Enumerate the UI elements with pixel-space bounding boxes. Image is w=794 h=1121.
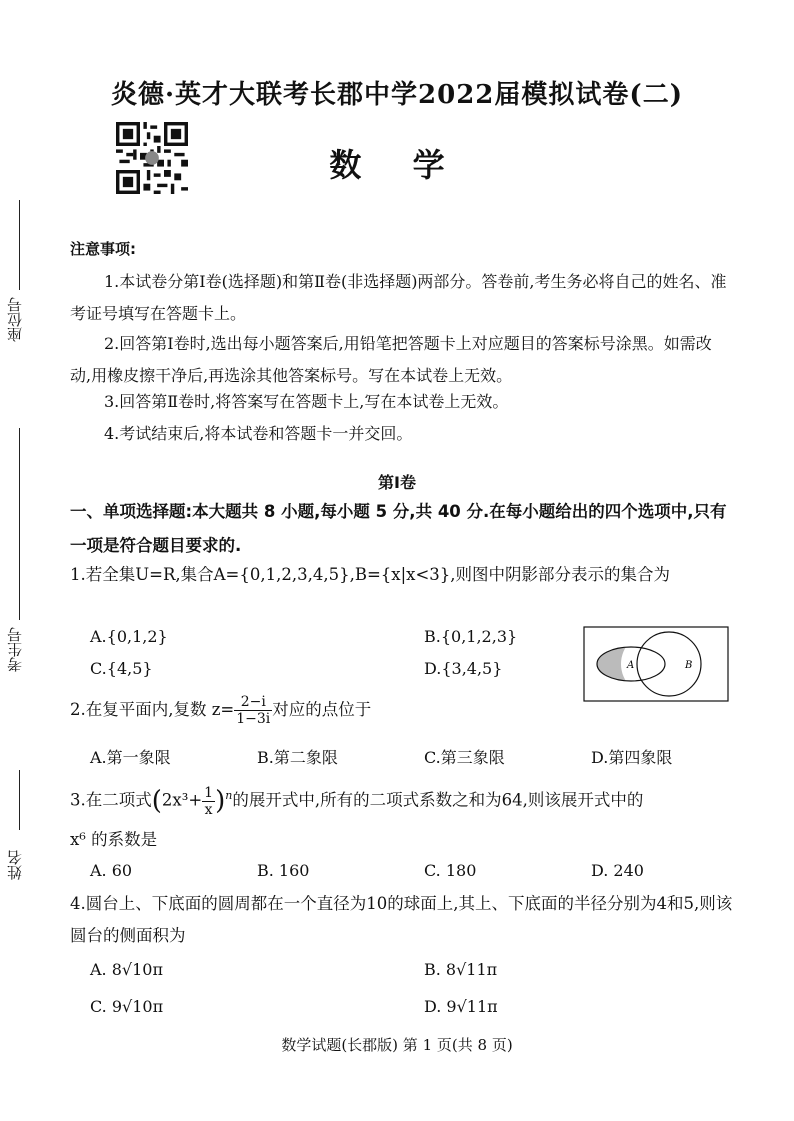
q3-option-d: D. 240 [591, 861, 644, 880]
q3-frac-num: 1 [204, 784, 214, 801]
note-item-1: 1.本试卷分第Ⅰ卷(选择题)和第Ⅱ卷(非选择题)两部分。答卷前,考生务必将自己的姓名、准考证号填写在答题卡上。 [70, 272, 727, 323]
venn-label-b: B [685, 660, 693, 671]
q3-option-c: C. 180 [424, 861, 477, 880]
q3-stem-before: 3.在二项式 [70, 790, 152, 810]
q3-option-b: B. 160 [257, 861, 310, 880]
q4-option-c: C. 9√10π [90, 997, 164, 1016]
student-number-line [19, 428, 20, 620]
question-3-line2: x⁶ 的系数是 [70, 830, 158, 849]
question-1-stem: 1.若全集U=R,集合A={0,1,2,3,4,5},B={x|x<3},则图中阴影部分表示的集合为 [70, 565, 671, 584]
student-number-label: 考生号 [6, 627, 24, 672]
qr-code-icon [116, 122, 188, 194]
part1-heading: 第Ⅰ卷 [378, 473, 416, 492]
q3-stem-after: 的展开式中,所有的二项式系数之和为64,则该展开式中的 [232, 790, 644, 810]
seat-number-line [19, 200, 20, 290]
question-2-stem [70, 694, 740, 727]
note-item-2: 2.回答第Ⅰ卷时,选出每小题答案后,用铅笔把答题卡上对应题目的答案标号涂黑。如需改动,用橡皮擦干净后,再选涂其他答案标号。写在本试卷上无效。 [70, 334, 712, 385]
venn-label-a: A [627, 660, 635, 671]
q2-fraction [234, 694, 272, 727]
venn-diagram [583, 626, 729, 702]
q2-frac-den: 1−3i [236, 711, 271, 727]
q4-option-a: A. 8√10π [90, 960, 163, 979]
name-line [19, 770, 20, 830]
q3-fraction [202, 785, 215, 818]
q2-frac-num: 2−i [234, 694, 272, 711]
q3-option-a: A. 60 [90, 861, 133, 880]
notes-heading: 注意事项: [70, 240, 136, 258]
q2-option-b: B.第二象限 [257, 748, 338, 767]
q1-option-d: D.{3,4,5} [424, 659, 503, 678]
section-instructions: 一、单项选择题:本大题共 8 小题,每小题 5 分,共 40 分.在每小题给出的四个选项中,只有一项是符合题目要求的. [70, 502, 727, 555]
q1-option-a: A.{0,1,2} [90, 627, 168, 646]
q1-option-b: B.{0,1,2,3} [424, 627, 518, 646]
q4-option-b: B. 8√11π [424, 960, 498, 979]
exam-title: 炎德·英才大联考长郡中学2022届模拟试卷(二) [110, 80, 684, 110]
q3-frac-den: x [204, 801, 213, 818]
q2-option-d: D.第四象限 [591, 748, 673, 767]
note-item-4: 4.考试结束后,将本试卷和答题卡一并交回。 [104, 424, 413, 443]
q1-option-c: C.{4,5} [90, 659, 153, 678]
q4-option-d: D. 9√11π [424, 997, 498, 1016]
q2-option-c: C.第三象限 [424, 748, 505, 767]
question-3-stem: 3.在二项式(2x³+ $\frac{1}{x}$ )$^n$的展开式中,所有的二项式系数之和为64,则该展开式中的 [70, 784, 644, 818]
subject-title: 数 学 [329, 146, 465, 184]
note-item-3: 3.回答第Ⅱ卷时,将答案写在答题卡上,写在本试卷上无效。 [104, 392, 509, 411]
q2-stem-before: 2.在复平面内,复数 z= [70, 700, 235, 719]
page-footer: 数学试题(长郡版) 第 1 页(共 8 页) [281, 1036, 513, 1054]
q2-option-a: A.第一象限 [90, 748, 171, 767]
q2-stem-after: 对应的点位于 [272, 700, 372, 719]
seat-number-label: 座位号 [6, 297, 24, 342]
q3-expr-left: 2x³+ [161, 790, 203, 810]
question-4-stem: 4.圆台上、下底面的圆周都在一个直径为10的球面上,其上、下底面的半径分别为4和5,则该圆台的侧面积为 [70, 894, 733, 945]
q3-exponent: n [225, 789, 233, 802]
name-label: 姓名 [6, 850, 24, 880]
